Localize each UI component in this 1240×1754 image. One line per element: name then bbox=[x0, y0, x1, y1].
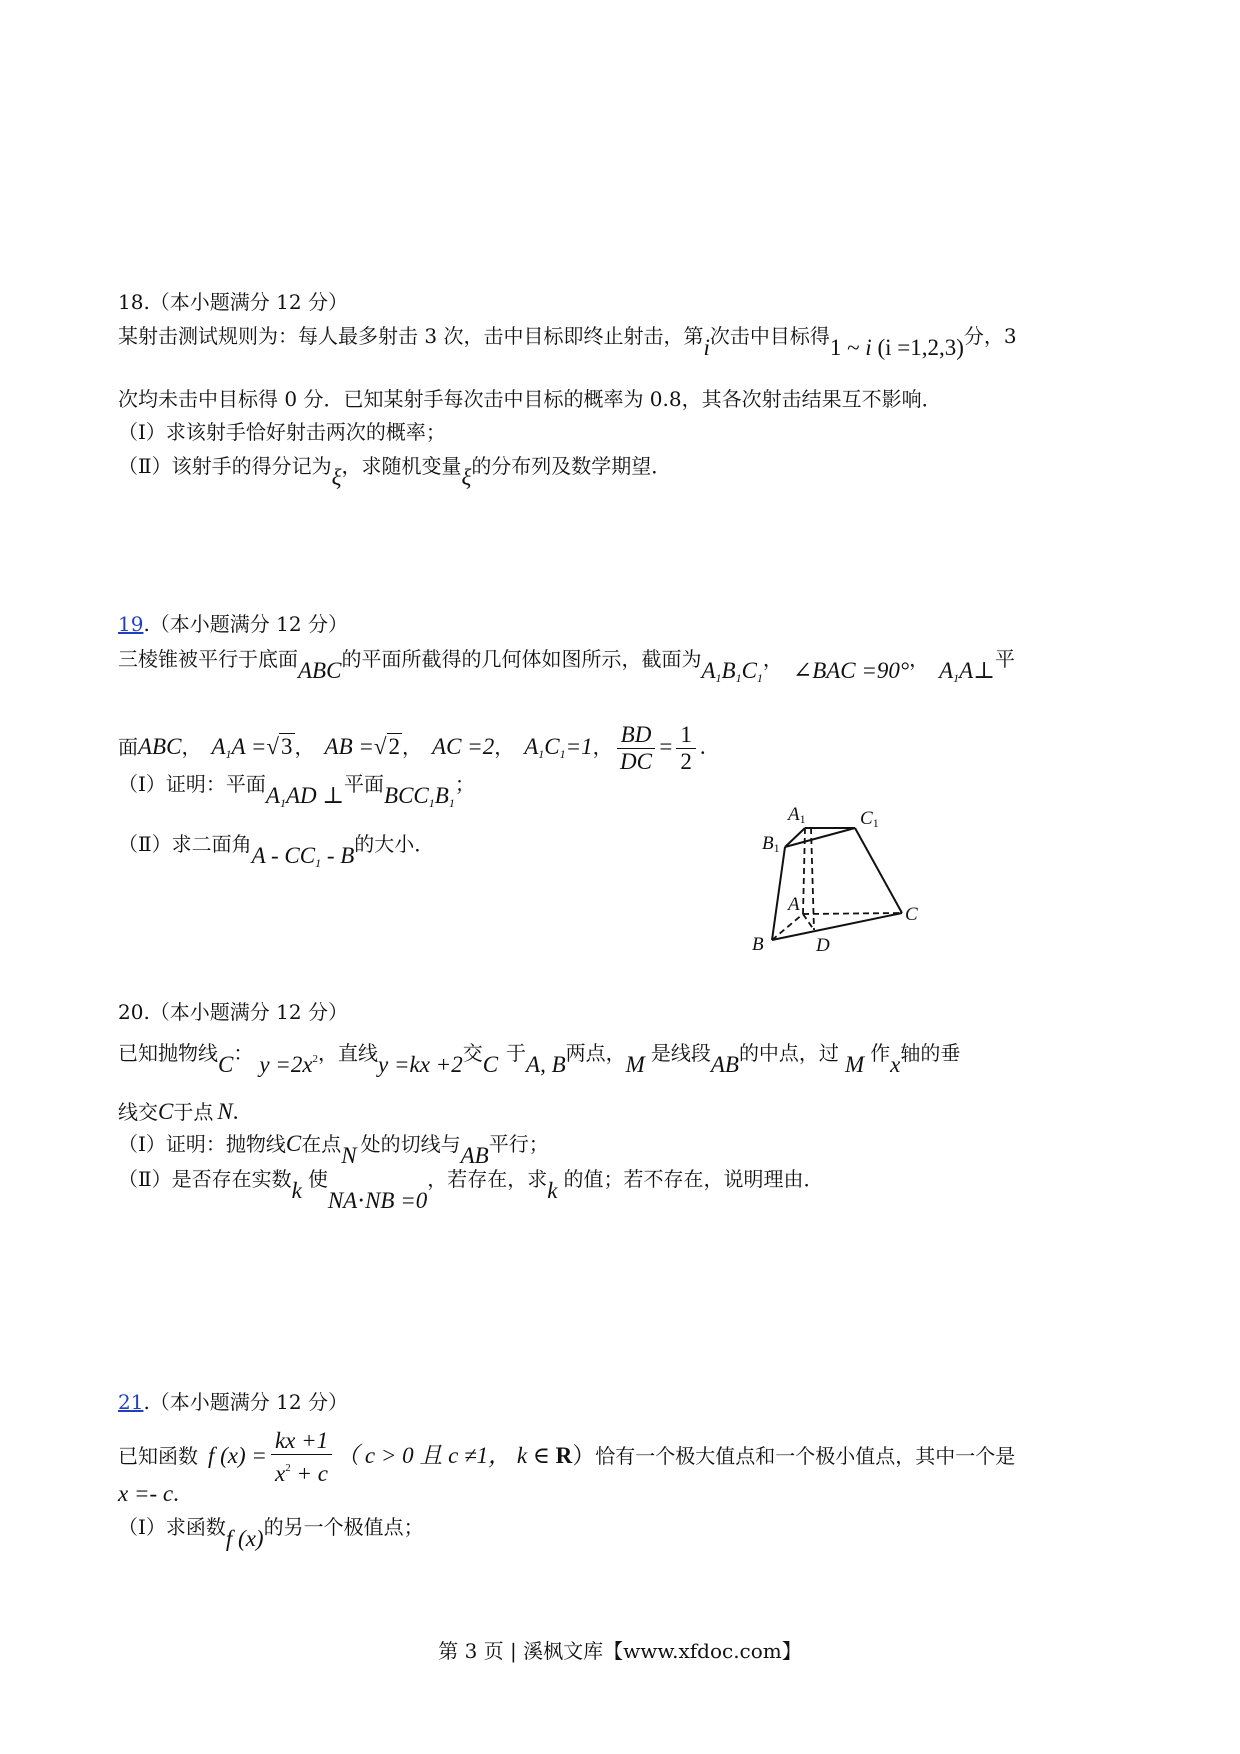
edge-b-c bbox=[772, 913, 902, 940]
q20-line1: 已知抛物线C： $y =2x^2$，直线y =kx +2交C 于A, B两点，M 是线段AB的中点，过 M 作x轴的垂 bbox=[118, 1041, 961, 1077]
q20-part2: （Ⅱ）是否存在实数k 使NA⋅NB =0，若存在，求k 的值；若不存在，说明理由． bbox=[118, 1167, 824, 1213]
q21-line2: x =- c. bbox=[118, 1481, 179, 1506]
edge-a-c-dashed bbox=[803, 913, 902, 914]
q21-heading: 21.（本小题满分 12 分） bbox=[118, 1390, 348, 1414]
label-a: A bbox=[788, 894, 800, 915]
function-fraction: $\frac{kx +1}{x^2 + c}$ bbox=[271, 1428, 332, 1487]
q19-line2: 面ABC， $A_1A =√3$ ， AB =√2 ， AC =2， $A_1C_1=1$， $\frac{BD}{DC}$ = $\frac{1}{2}$ . bbox=[118, 722, 706, 774]
q20-part1: （Ⅰ）证明：抛物线C在点N 处的切线与AB平行； bbox=[118, 1131, 549, 1168]
edge-a-d-dashed bbox=[803, 914, 814, 930]
q21-part1: （Ⅰ）求函数f (x)的另一个极值点； bbox=[118, 1515, 424, 1551]
half-fraction: $\frac{1}{2}$ bbox=[676, 722, 696, 775]
label-d: D bbox=[816, 935, 830, 956]
q18-heading: 18.（本小题满分 12 分） bbox=[118, 290, 348, 314]
label-c: C bbox=[905, 904, 918, 925]
label-b1: B1 bbox=[762, 833, 780, 855]
q19-part1: （Ⅰ）证明：平面$A_1AD$ ⊥平面$BCC_1B_1$； bbox=[118, 772, 475, 810]
q20-number: 20 bbox=[118, 1000, 144, 1024]
label-c1: C1 bbox=[860, 808, 879, 830]
q19-number-link[interactable]: 19 bbox=[118, 612, 144, 636]
q19-line1: 三棱锥被平行于底面ABC的平面所截得的几何体如图所示，截面为$A_1B_1C_1$， ∠BAC =90°， $A_1A\perp$平 bbox=[118, 647, 1015, 685]
page-footer: 第 3 页 | 溪枫文库【www.xfdoc.com】 bbox=[438, 1639, 802, 1663]
label-a1: A1 bbox=[788, 804, 806, 826]
edge-c1-c bbox=[855, 828, 902, 913]
edge-a1-a-dashed bbox=[803, 828, 805, 914]
q19-heading: 19.（本小题满分 12 分） bbox=[118, 612, 348, 636]
edge-b1-b bbox=[772, 847, 785, 940]
q18-part1: （Ⅰ）求该射手恰好射击两次的概率； bbox=[118, 420, 446, 444]
q20-heading: 20.（本小题满分 12 分） bbox=[118, 1000, 348, 1024]
q18-part2: （Ⅱ）该射手的得分记为ξ，求随机变量ξ的分布列及数学期望． bbox=[118, 454, 672, 490]
q18-number: 18 bbox=[118, 290, 144, 314]
q19-part2: （Ⅱ）求二面角A - $CC_1$ - B的大小． bbox=[118, 832, 435, 870]
bd-dc-fraction: $\frac{BD}{DC}$ bbox=[617, 722, 656, 775]
frustum-figure bbox=[750, 800, 940, 960]
q18-line2: 次均未击中目标得 0 分．已知某射手每次击中目标的概率为 0.8，其各次射击结果互不影响． bbox=[118, 387, 942, 411]
q21-line1: 已知函数 f (x) = $\frac{kx +1}{x^2 + c}$ （ c > 0 且 c ≠1， k ∈ R）恰有一个极大值点和一个极小值点，其中一个是 bbox=[118, 1428, 1016, 1486]
label-b: B bbox=[752, 934, 764, 955]
q21-number-link[interactable]: 21 bbox=[118, 1390, 144, 1414]
q18-line1: 某射击测试规则为：每人最多射击 3 次，击中目标即终止射击，第i次击中目标得1 ~ i (i =1,2,3)分，3 bbox=[118, 324, 1017, 360]
q20-line2: 线交C于点 N. bbox=[118, 1099, 239, 1124]
